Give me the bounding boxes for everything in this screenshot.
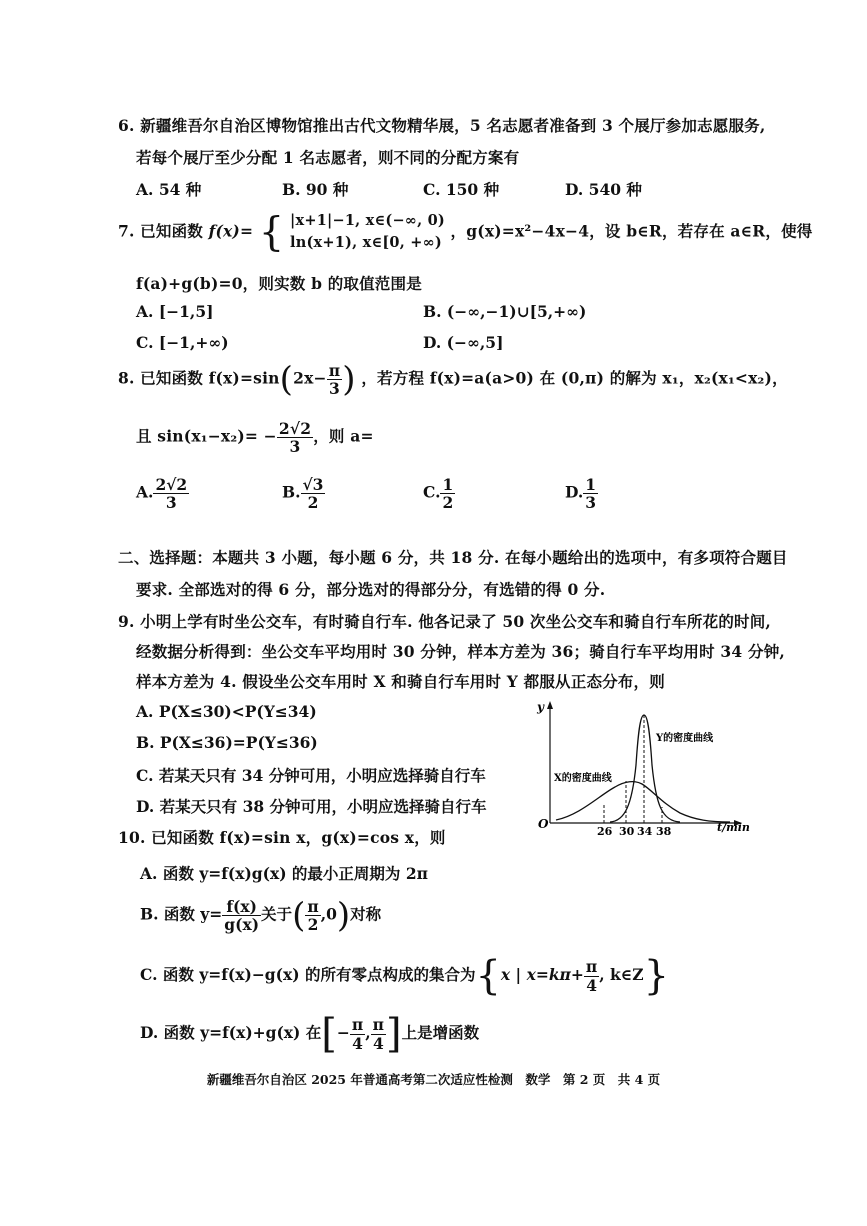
- q8-option-c-frac: [440, 476, 455, 511]
- q8-option-a-frac: [153, 476, 189, 511]
- tick-26: 26: [597, 825, 613, 838]
- q10-option-d-num2: π: [372, 1015, 385, 1035]
- q10-option-b: [140, 895, 382, 936]
- q8-paren-left: (: [279, 359, 294, 400]
- q8-three: 3: [328, 379, 340, 399]
- q10-option-c: [140, 953, 670, 999]
- q8-option-a-num: 2√2: [155, 475, 188, 494]
- q6-option-b: B. 90 种: [282, 180, 349, 199]
- q7-suffix: ，g(x)=x²−4x−4，设 b∈R，若存在 a∈R，使得: [450, 221, 813, 241]
- q10-option-d-den1: 4: [352, 1033, 363, 1053]
- q7-line1: [118, 210, 812, 255]
- q10-option-d-den2: 4: [372, 1033, 384, 1053]
- q9-option-a: A. P(X≤30)<P(Y≤34): [136, 702, 317, 721]
- q10-option-c-frac: [584, 958, 599, 993]
- origin-label: O: [538, 817, 549, 831]
- q7-prefix: 7. 已知函数: [118, 221, 203, 241]
- q6-option-c: C. 150 种: [423, 180, 500, 199]
- q9-line1: 9. 小明上学有时坐公交车，有时骑自行车. 他各记录了 50 次坐公交车和骑自行车所花的时间,: [118, 612, 772, 631]
- q10-option-d-frac1: [350, 1016, 365, 1051]
- q8-pi: π: [328, 361, 341, 380]
- q8-option-d-label: D.: [565, 482, 584, 502]
- q10-option-b-point-frac: [305, 898, 320, 933]
- q7-piece1: |x+1|−1, x∈(−∞, 0): [290, 212, 445, 229]
- q8-suffix: ，若方程 f(x)=a(a>0) 在 (0,π) 的解为 x₁，x₂(x₁<x₂)，: [361, 368, 788, 388]
- q8-option-a-label: A.: [136, 482, 154, 502]
- q8-prefix: 8. 已知函数 f(x)=sin: [118, 368, 280, 388]
- q10-option-b-pnum: π: [307, 897, 319, 916]
- q7-brace: {: [258, 209, 285, 256]
- q7-piece2: ln(x+1), x∈[0, +∞): [290, 234, 442, 252]
- q8-option-c-label: C.: [423, 482, 441, 502]
- q10-option-b-pden: 2: [307, 915, 319, 935]
- q8-line2: [136, 420, 374, 455]
- q10-option-b-mid: 关于: [261, 904, 293, 924]
- q10-option-a: A. 函数 y=f(x)g(x) 的最小正周期为 2π: [140, 864, 428, 883]
- page-footer: 新疆维吾尔自治区 2025 年普通高考第二次适应性检测 数学 第 2 页 共 4 页: [206, 1072, 661, 1087]
- q7-option-c: C. [−1,+∞): [136, 333, 229, 352]
- q10-option-d-num1: π: [351, 1015, 364, 1035]
- q8-option-d: [565, 476, 598, 511]
- q8-option-c: [423, 476, 455, 511]
- q8-line2-num: 2√2: [278, 419, 312, 438]
- q10-option-d-suffix: 上是增函数: [401, 1023, 480, 1042]
- q7-option-d: D. (−∞,5]: [423, 333, 504, 352]
- q8-option-a: [136, 476, 189, 511]
- q10-option-d: D. 函数 y=f(x)+g(x) 在[− $\frac{\pi}{4}$ , $\frac{\pi}{4}$ ]上是增函数: [140, 1011, 480, 1057]
- q9-option-d: D. 若某天只有 38 分钟可用，小明应选择骑自行车: [136, 797, 487, 816]
- q10-option-d-minus: −: [336, 1023, 350, 1042]
- q10-option-d-frac2: [371, 1016, 386, 1051]
- x-curve-label: X的密度曲线: [554, 773, 612, 784]
- q6-line2: 若每个展厅至少分配 1 名志愿者，则不同的分配方案有: [136, 148, 520, 167]
- q6-option-a: A. 54 种: [136, 180, 202, 199]
- q10-option-b-paren-left: (: [292, 895, 306, 936]
- q8-inner: 2x−: [293, 368, 327, 388]
- q10-option-c-set-right: , k∈Z: [599, 965, 644, 984]
- q10-option-b-prefix: B. 函数 y=: [140, 904, 223, 924]
- q8-option-d-num: 1: [585, 475, 597, 494]
- tick-38: 38: [656, 825, 672, 838]
- q8-option-a-den: 3: [165, 493, 177, 513]
- q10-option-c-set-left: x | x=kπ+: [500, 965, 584, 984]
- x-density-curve: [556, 782, 730, 822]
- q6-option-d: D. 540 种: [565, 180, 642, 199]
- q10-option-b-den: g(x): [224, 915, 260, 935]
- q8-option-c-num: 1: [442, 475, 454, 494]
- tick-30: 30: [619, 825, 635, 838]
- q10-option-b-frac: [222, 898, 261, 933]
- q10-option-c-brace-right: }: [643, 953, 670, 999]
- q10-option-c-prefix: C. 函数 y=f(x)−g(x) 的所有零点构成的集合为: [140, 965, 476, 984]
- q8-line2-frac: [277, 420, 313, 455]
- q8-option-b-num: √3: [302, 475, 324, 494]
- q10-option-b-num: f(x): [222, 898, 261, 916]
- section2-line1: 二、选择题：本题共 3 小题，每小题 6 分，共 18 分. 在每小题给出的选项中，有多项符合题目: [118, 548, 788, 567]
- q8-option-b-frac: [301, 476, 326, 511]
- q6-line1: 6. 新疆维吾尔自治区博物馆推出古代文物精华展，5 名志愿者准备到 3 个展厅参加志愿服务,: [118, 116, 766, 135]
- y-axis-label: y: [537, 700, 544, 714]
- q8-paren-right: ): [342, 359, 356, 400]
- tick-34: 34: [637, 825, 653, 838]
- q8-line1: [118, 359, 788, 400]
- q8-option-b-label: B.: [282, 482, 301, 502]
- q10-option-b-suffix: 对称: [350, 904, 382, 924]
- q9-line2: 经数据分析得到：坐公交车平均用时 30 分钟，样本方差为 36；骑自行车平均用时 34 分钟,: [136, 642, 785, 661]
- q8-pi-over-3: [327, 362, 343, 397]
- q10-stem: 10. 已知函数 f(x)=sin x，g(x)=cos x，则: [118, 828, 446, 847]
- density-graph: [520, 695, 760, 840]
- section2-line2: 要求. 全部选对的得 6 分，部分选对的得部分分，有选错的得 0 分.: [136, 580, 606, 599]
- q10-option-d-prefix: D. 函数 y=f(x)+g(x) 在: [140, 1023, 322, 1042]
- q10-option-d-bracket-right: ]: [386, 1011, 402, 1057]
- q10-option-d-bracket-left: [: [321, 1011, 337, 1057]
- q7-piecewise: [290, 210, 445, 255]
- q8-option-d-den: 3: [585, 493, 597, 513]
- q8-line2-den: 3: [289, 437, 301, 457]
- q7-fx: f(x)=: [208, 221, 254, 241]
- q9-line3: 样本方差为 4. 假设坐公交车用时 X 和骑自行车用时 Y 都服从正态分布，则: [136, 672, 665, 691]
- q7-option-b: B. (−∞,−1)∪[5,+∞): [423, 302, 587, 321]
- q10-option-c-den: 4: [586, 975, 597, 995]
- q7-option-a: A. [−1,5]: [136, 302, 214, 321]
- q8-option-d-frac: [583, 476, 598, 511]
- q10-option-b-tail: ,0: [320, 904, 337, 924]
- q9-option-c: C. 若某天只有 34 分钟可用，小明应选择骑自行车: [136, 766, 486, 785]
- q8-line2-suffix: ，则 a=: [313, 426, 374, 446]
- q9-option-b: B. P(X≤36)=P(Y≤36): [136, 733, 318, 752]
- q8-option-b: [282, 476, 325, 511]
- q10-option-b-paren-right: ): [336, 895, 351, 936]
- q7-line2: f(a)+g(b)=0，则实数 b 的取值范围是: [136, 274, 422, 293]
- x-axis-label: t/min: [717, 821, 750, 834]
- q10-option-c-num: π: [585, 957, 598, 977]
- q8-line2-prefix: 且 sin(x₁−x₂)= −: [136, 426, 277, 446]
- q8-option-b-den: 2: [307, 493, 319, 513]
- q10-option-c-brace-left: {: [475, 953, 501, 999]
- q8-option-c-den: 2: [442, 493, 454, 513]
- y-curve-label: Y的密度曲线: [656, 733, 714, 744]
- y-axis-arrow: [547, 701, 553, 709]
